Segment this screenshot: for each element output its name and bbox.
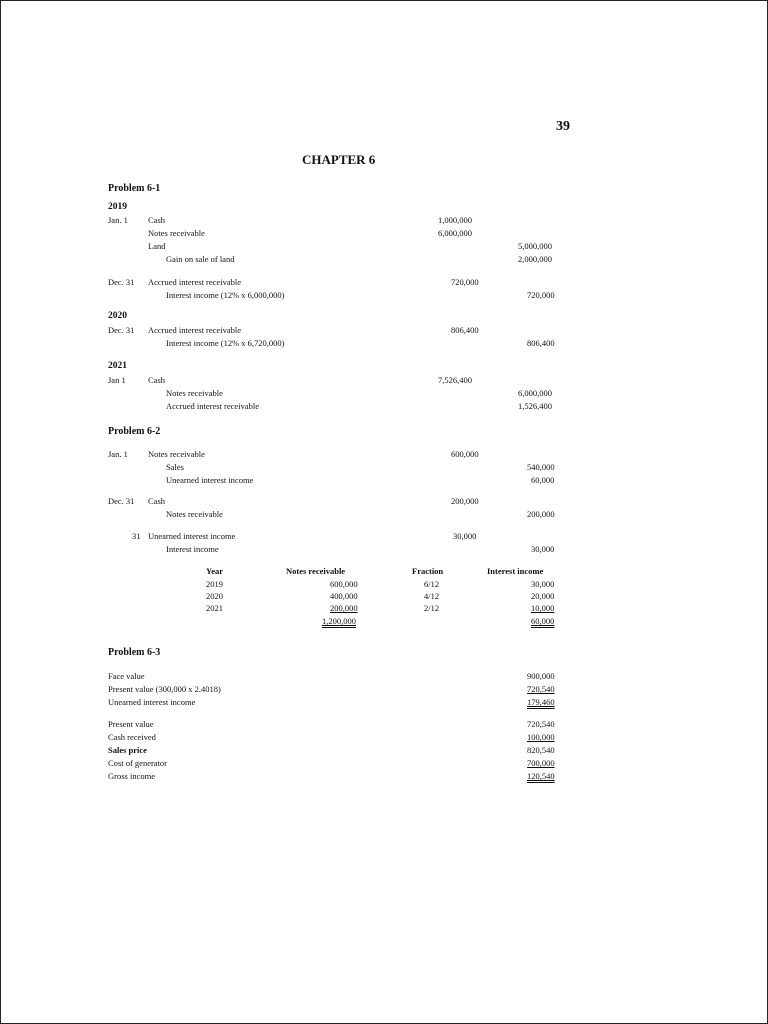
computation-label: Cash received bbox=[108, 732, 156, 742]
year-label: 2019 bbox=[108, 202, 127, 212]
credit-amount: 1,526,400 bbox=[518, 401, 552, 411]
computation-label: Unearned interest income bbox=[108, 697, 196, 707]
table-cell-interest: 10,000 bbox=[531, 603, 555, 613]
computation-value: 720,540 bbox=[527, 684, 555, 694]
credit-amount: 6,000,000 bbox=[518, 388, 552, 398]
account-credit: Notes receivable bbox=[166, 509, 223, 519]
account-credit: Notes receivable bbox=[166, 388, 223, 398]
account-credit: Gain on sale of land bbox=[166, 254, 235, 264]
debit-amount: 720,000 bbox=[451, 277, 479, 287]
account-debit: Unearned interest income bbox=[148, 531, 236, 541]
debit-amount: 7,526,400 bbox=[438, 375, 472, 385]
entry-date: Dec. 31 bbox=[108, 496, 135, 506]
account-credit: Unearned interest income bbox=[166, 475, 254, 485]
year-label: 2021 bbox=[108, 361, 127, 371]
credit-amount: 30,000 bbox=[531, 544, 555, 554]
computation-value: 720,540 bbox=[527, 719, 555, 729]
credit-amount: 540,000 bbox=[527, 462, 555, 472]
computation-label: Cost of generator bbox=[108, 758, 168, 768]
table-cell-interest: 30,000 bbox=[531, 579, 555, 589]
credit-amount: 60,000 bbox=[531, 475, 555, 485]
table-header-notes: Notes receivable bbox=[286, 566, 346, 576]
account-credit: Sales bbox=[166, 462, 184, 472]
computation-label: Sales price bbox=[108, 745, 147, 755]
debit-amount: 806,400 bbox=[451, 325, 479, 335]
problem-heading: Problem 6-2 bbox=[108, 426, 161, 437]
problem-heading: Problem 6-1 bbox=[108, 183, 161, 194]
account-debit: Cash bbox=[148, 375, 165, 385]
account-debit: Accrued interest receivable bbox=[148, 277, 241, 287]
table-cell-fraction: 2/12 bbox=[424, 603, 440, 613]
table-cell-notes: 600,000 bbox=[330, 579, 358, 589]
account-debit: Notes receivable bbox=[148, 228, 205, 238]
account-credit: Interest income (12% x 6,000,000) bbox=[166, 290, 285, 300]
debit-amount: 30,000 bbox=[453, 531, 477, 541]
table-cell-interest: 20,000 bbox=[531, 591, 555, 601]
computation-value: 700,000 bbox=[527, 758, 555, 768]
chapter-title: CHAPTER 6 bbox=[302, 152, 376, 167]
credit-amount: 2,000,000 bbox=[518, 254, 552, 264]
computation-value: 900,000 bbox=[527, 671, 555, 681]
table-cell-notes: 400,000 bbox=[330, 591, 358, 601]
computation-label: Gross income bbox=[108, 771, 155, 781]
table-cell-year: 2019 bbox=[206, 579, 223, 589]
computation-label: Face value bbox=[108, 671, 145, 681]
table-cell-fraction: 4/12 bbox=[424, 591, 440, 601]
account-debit: Accrued interest receivable bbox=[148, 325, 241, 335]
page-number: 39 bbox=[556, 119, 570, 134]
table-total-interest: 60,000 bbox=[531, 616, 555, 626]
entry-date: Jan 1 bbox=[108, 375, 126, 385]
computation-value: 179,460 bbox=[527, 697, 555, 707]
table-total-notes: 1,200,000 bbox=[322, 616, 356, 626]
computation-label: Present value bbox=[108, 719, 154, 729]
debit-amount: 6,000,000 bbox=[438, 228, 472, 238]
credit-amount: 5,000,000 bbox=[518, 241, 552, 251]
account-credit: Accrued interest receivable bbox=[166, 401, 259, 411]
computation-value: 820,540 bbox=[527, 745, 555, 755]
table-cell-notes: 200,000 bbox=[330, 603, 358, 613]
credit-amount: 200,000 bbox=[527, 509, 555, 519]
table-cell-year: 2020 bbox=[206, 591, 223, 601]
account-debit: Cash bbox=[148, 496, 165, 506]
debit-amount: 1,000,000 bbox=[438, 215, 472, 225]
account-debit: Notes receivable bbox=[148, 449, 205, 459]
debit-amount: 200,000 bbox=[451, 496, 479, 506]
table-header-interest: Interest income bbox=[487, 566, 544, 576]
entry-date: Jan. 1 bbox=[108, 215, 128, 225]
table-header-fraction: Fraction bbox=[412, 566, 444, 576]
table-cell-year: 2021 bbox=[206, 603, 223, 613]
entry-date: Jan. 1 bbox=[108, 449, 128, 459]
credit-amount: 720,000 bbox=[527, 290, 555, 300]
credit-amount: 806,400 bbox=[527, 338, 555, 348]
debit-amount: 600,000 bbox=[451, 449, 479, 459]
entry-date: Dec. 31 bbox=[108, 277, 135, 287]
problem-heading: Problem 6-3 bbox=[108, 647, 161, 658]
computation-value: 100,000 bbox=[527, 732, 555, 742]
table-cell-fraction: 6/12 bbox=[424, 579, 440, 589]
year-label: 2020 bbox=[108, 311, 127, 321]
account-credit: Interest income bbox=[166, 544, 219, 554]
computation-value: 120,540 bbox=[527, 771, 555, 781]
table-header-year: Year bbox=[206, 566, 223, 576]
entry-date: 31 bbox=[132, 531, 141, 541]
entry-date: Dec. 31 bbox=[108, 325, 135, 335]
account-debit: Cash bbox=[148, 215, 165, 225]
computation-label: Present value (300,000 x 2.4018) bbox=[108, 684, 221, 694]
account-credit: Land bbox=[148, 241, 166, 251]
account-credit: Interest income (12% x 6,720,000) bbox=[166, 338, 285, 348]
